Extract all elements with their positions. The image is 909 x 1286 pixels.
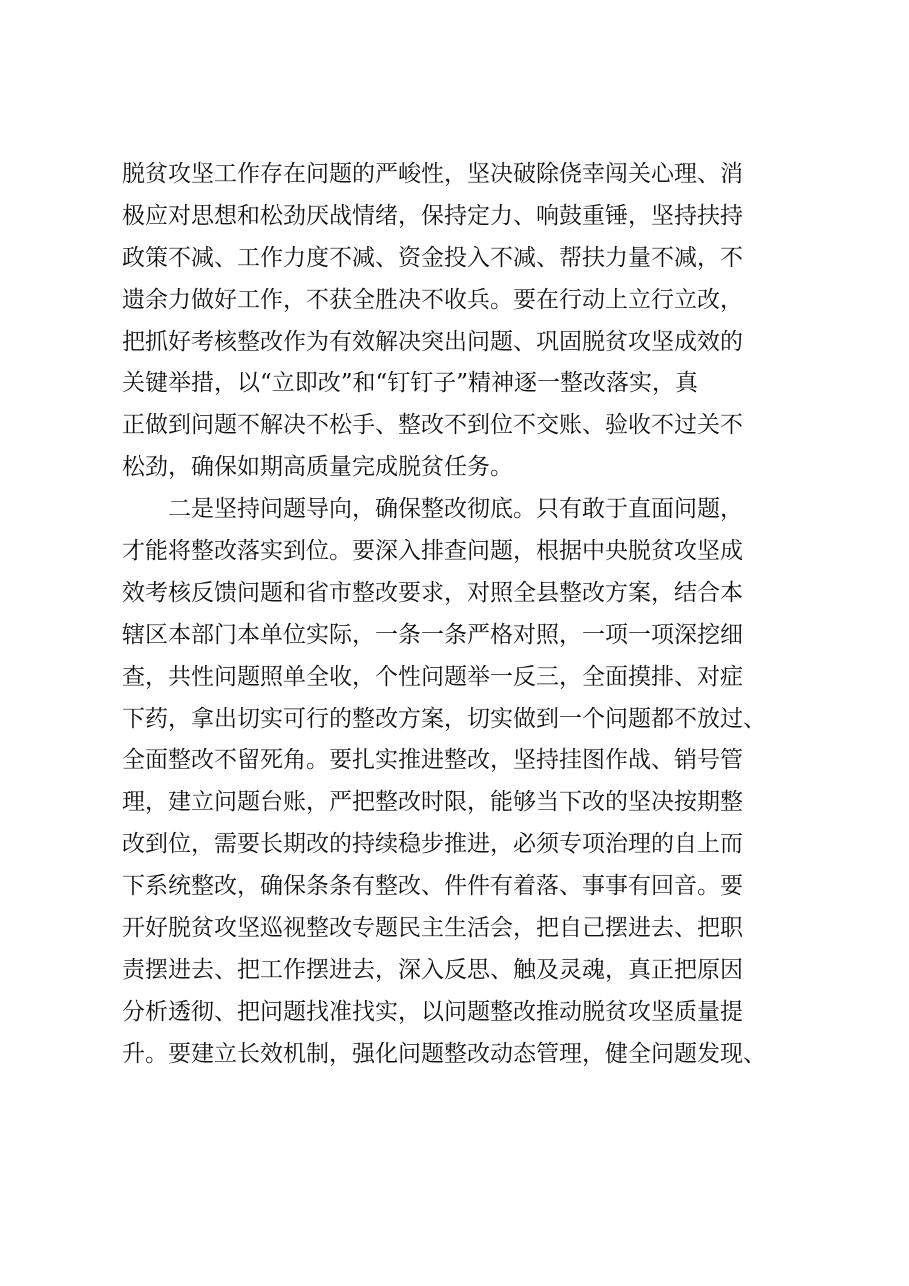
- text-line: 遗余力做好工作，不获全胜决不收兵。要在行动上立行立改，: [122, 286, 743, 313]
- text-line: 关键举措，以“立即改”和“钉钉子”精神逐一整改落实，真: [122, 370, 699, 397]
- paragraph-start-line: 二是坚持问题导向，确保整改彻底。只有敢于直面问题，: [168, 496, 743, 523]
- text-line: 全面整改不留死角。要扎实推进整改，坚持挂图作战、销号管: [122, 747, 743, 774]
- text-line: 理，建立问题台账，严把整改时限，能够当下改的坚决按期整: [122, 789, 743, 816]
- text-line: 下药，拿出切实可行的整改方案，切实做到一个问题都不放过、: [122, 705, 766, 732]
- text-line: 松劲，确保如期高质量完成脱贫任务。: [122, 454, 513, 481]
- text-line: 才能将整改落实到位。要深入排查问题，根据中央脱贫攻坚成: [122, 538, 743, 565]
- document-body: [122, 154, 812, 1076]
- text-line: 下系统整改，确保条条有整改、件件有着落、事事有回音。要: [122, 873, 743, 900]
- text-line: 分析透彻、把问题找准找实，以问题整改推动脱贫攻坚质量提: [122, 998, 743, 1025]
- text-line: 政策不减、工作力度不减、资金投入不减、帮扶力量不减，不: [122, 244, 743, 271]
- text-line: 开好脱贫攻坚巡视整改专题民主生活会，把自己摆进去、把职: [122, 915, 743, 942]
- text-line: 升。要建立长效机制，强化问题整改动态管理，健全问题发现、: [122, 1040, 766, 1067]
- text-line: 极应对思想和松劲厌战情绪，保持定力、响鼓重锤，坚持扶持: [122, 202, 743, 229]
- text-line: 正做到问题不解决不松手、整改不到位不交账、验收不过关不: [122, 412, 743, 439]
- text-line: 查，共性问题照单全收，个性问题举一反三，全面摸排、对症: [122, 663, 743, 690]
- text-line: 脱贫攻坚工作存在问题的严峻性，坚决破除侥幸闯关心理、消: [122, 161, 743, 187]
- text-line: 效考核反馈问题和省市整改要求，对照全县整改方案，结合本: [122, 579, 743, 606]
- text-line: 辖区本部门本单位实际，一条一条严格对照，一项一项深挖细: [122, 621, 743, 648]
- text-line: 改到位，需要长期改的持续稳步推进，必须专项治理的自上而: [122, 831, 743, 858]
- text-line: 把抓好考核整改作为有效解决突出问题、巩固脱贫攻坚成效的: [122, 328, 743, 355]
- text-line: 责摆进去、把工作摆进去，深入反思、触及灵魂，真正把原因: [122, 956, 743, 983]
